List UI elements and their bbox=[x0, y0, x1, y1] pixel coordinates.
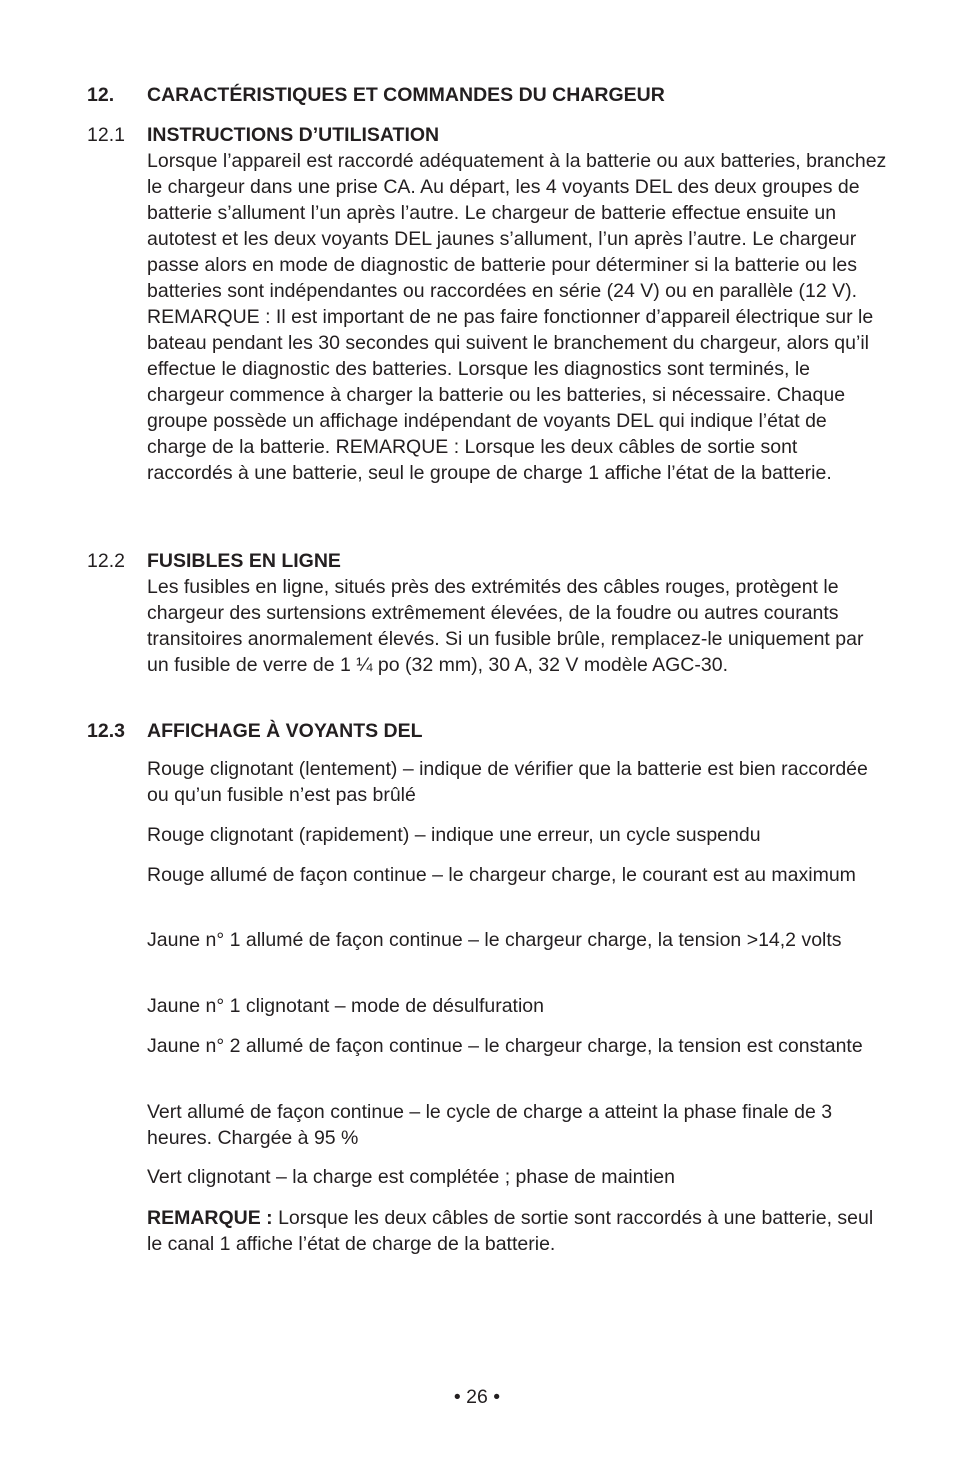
led-item: Rouge clignotant (lentement) – indique de vérifier que la batterie est bien raccordée ou qu’un fusible n’est pas brûlé bbox=[147, 758, 868, 806]
page-number: • 26 • bbox=[453, 1386, 501, 1408]
section-number: 12. bbox=[87, 84, 115, 106]
led-item: Vert allumé de façon continue – le cycle de charge a atteint la phase finale de 3 heures. Chargée à 95 % bbox=[147, 1101, 833, 1149]
subsection-body: Les fusibles en ligne, situés près des extrémités des câbles rouges, protègent le chargeur des surtensions extrêmement élevées, de la foudre ou autres courants transitoires anormalement élevés. Si un fusible brûle, remplacez-le uniquement par un fusible de verre de 1 ¼ po (32 mm), 30 A, 32 V modèle AGC-30. bbox=[147, 576, 864, 676]
led-item: Vert clignotant – la charge est complétée ; phase de maintien bbox=[147, 1166, 675, 1188]
led-item: Jaune n° 1 clignotant – mode de désulfuration bbox=[147, 995, 544, 1017]
led-item: Jaune n° 2 allumé de façon continue – le chargeur charge, la tension est constante bbox=[147, 1035, 863, 1057]
led-item: Rouge allumé de façon continue – le chargeur charge, le courant est au maximum bbox=[147, 864, 856, 886]
subsection-title: INSTRUCTIONS D’UTILISATION bbox=[147, 124, 440, 146]
subsection-title: FUSIBLES EN LIGNE bbox=[147, 550, 341, 572]
led-item: Jaune n° 1 allumé de façon continue – le chargeur charge, la tension >14,2 volts bbox=[147, 929, 842, 951]
note-label: REMARQUE : bbox=[147, 1207, 273, 1229]
led-item: Rouge clignotant (rapidement) – indique une erreur, un cycle suspendu bbox=[147, 824, 761, 846]
subsection-number: 12.3 bbox=[87, 720, 125, 742]
subsection-number: 12.2 bbox=[87, 550, 125, 572]
subsection-body: Lorsque l’appareil est raccordé adéquatement à la batterie ou aux batteries, branchez le chargeur dans une prise CA. Au départ, les 4 voyants DEL des deux groupes de batterie s’allument l’un après l’autre. Le chargeur de batterie effectue ensuite un autotest et les deux voyants DEL jaunes s’allument, l’un après l’autre. Le chargeur passe alors en mode de diagnostic de batterie pour déterminer si la batterie ou les batteries sont indépendantes ou raccordées en série (24 V) ou en parallèle (12 V). REMARQUE : Il est important de ne pas faire fonctionner d’appareil électrique sur le bateau pendant les 30 secondes qui suivent le branchement du chargeur, alors qu’il effectue le diagnostic des batteries. Lorsque les diagnostics sont terminés, le chargeur commence à charger la batterie ou les batteries, si nécessaire. Chaque groupe possède un affichage indépendant de voyants DEL qui indique l’état de charge de la batterie. REMARQUE : Lorsque les deux câbles de sortie sont raccordés à une batterie, seul le groupe de charge 1 affiche l’état de la batterie. bbox=[147, 150, 887, 484]
section-title: CARACTÉRISTIQUES ET COMMANDES DU CHARGEUR bbox=[147, 84, 665, 106]
subsection-number: 12.1 bbox=[87, 124, 125, 146]
subsection-title: AFFICHAGE À VOYANTS DEL bbox=[147, 720, 423, 742]
led-note bbox=[147, 1205, 887, 1257]
note-text: Lorsque les deux câbles de sortie sont raccordés à une batterie, seul le canal 1 affiche l’état de charge de la batterie. bbox=[147, 1207, 874, 1255]
